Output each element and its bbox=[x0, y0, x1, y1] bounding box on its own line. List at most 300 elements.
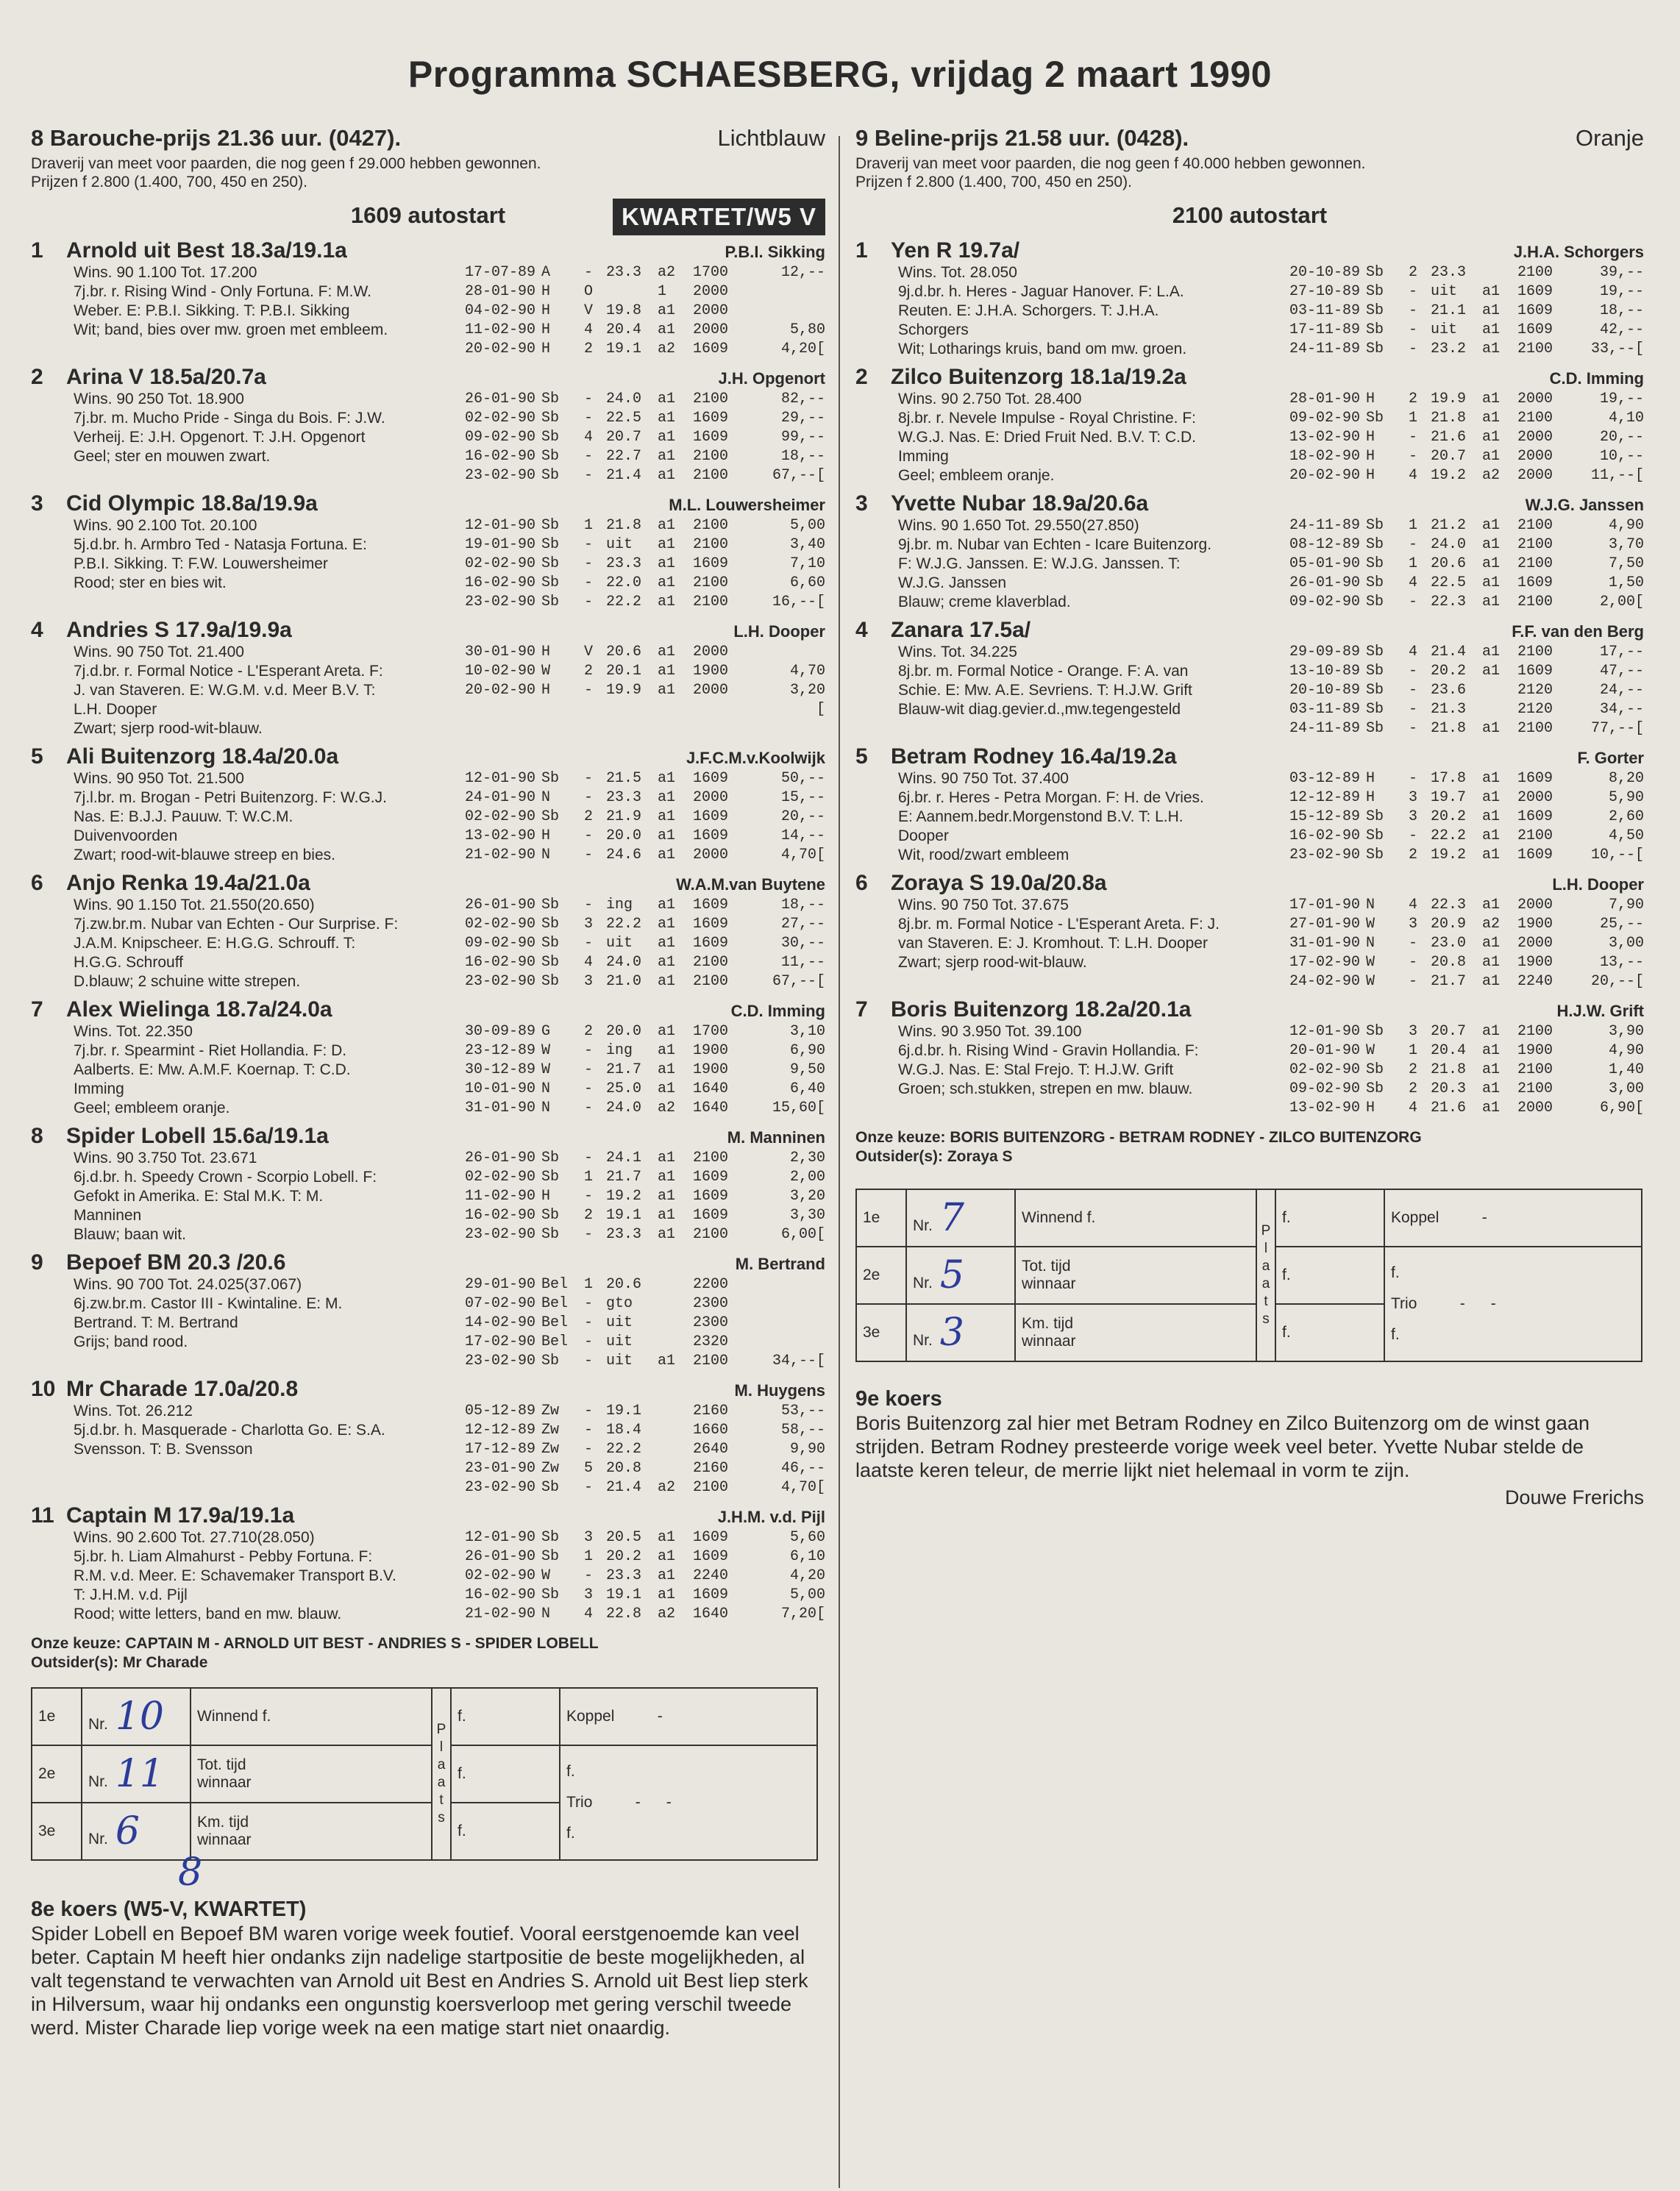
start-cell: 6,90[ bbox=[1599, 1100, 1644, 1116]
horse-info-line: Wins. 90 1.650 Tot. 29.550(27.850) bbox=[898, 517, 1139, 534]
horse-header bbox=[855, 997, 1644, 1022]
start-cell: 20,-- bbox=[1599, 429, 1644, 446]
choice-label: Onze keuze: bbox=[855, 1129, 946, 1146]
horse-info-line: 8j.br. r. Nevele Impulse - Royal Christine. F: bbox=[898, 410, 1196, 427]
start-cell: a1 bbox=[658, 536, 676, 553]
start-cell: a1 bbox=[658, 1586, 676, 1603]
race-distance bbox=[31, 199, 825, 232]
plaats-f-2: f. bbox=[451, 1745, 560, 1803]
start-cell: O bbox=[584, 283, 594, 300]
start-cell: - bbox=[1409, 448, 1418, 465]
start-cell: 4 bbox=[584, 429, 594, 446]
horse-info bbox=[855, 516, 1289, 612]
start-cell: - bbox=[1409, 682, 1418, 699]
start-cell: 19.2 bbox=[1431, 467, 1467, 484]
start-cell: 7,10 bbox=[789, 555, 825, 572]
start-cell: H bbox=[541, 341, 551, 357]
horse-info-line: F: W.J.G. Janssen. E: W.J.G. Janssen. T: bbox=[898, 555, 1181, 572]
start-cell: 2300 bbox=[693, 1295, 729, 1312]
start-cell: 20-01-90 bbox=[1289, 1042, 1361, 1059]
plaats-f-1: f. bbox=[1275, 1189, 1384, 1247]
start-cell: 19-01-90 bbox=[465, 536, 536, 553]
horse-info-line: 6j.d.br. h. Rising Wind - Gravin Hollandia. F: bbox=[898, 1042, 1199, 1059]
start-row bbox=[1289, 808, 1644, 827]
horse-info-line: Imming bbox=[898, 448, 949, 465]
start-row bbox=[1289, 769, 1644, 788]
horse-trainer: J.H. Opgenort bbox=[718, 369, 825, 388]
start-cell: W bbox=[1366, 1042, 1375, 1059]
start-cell: - bbox=[1409, 954, 1418, 971]
outsider-label: Outsider(s): bbox=[31, 1654, 119, 1671]
race-prizes: Prijzen f 2.800 (1.400, 700, 450 en 250). bbox=[855, 174, 1132, 190]
horse-trainer: H.J.W. Grift bbox=[1556, 1002, 1644, 1020]
horse-name: Bepoef BM 20.3 /20.6 bbox=[66, 1250, 286, 1275]
horse-name: Zanara 17.5a/ bbox=[891, 618, 1031, 642]
start-cell bbox=[658, 1294, 693, 1314]
start-cell: 2120 bbox=[1517, 701, 1553, 718]
horse-header bbox=[855, 618, 1644, 643]
start-cell: 29-09-89 bbox=[1289, 644, 1361, 660]
horse-info-line: Geel; embleem oranje. bbox=[74, 1100, 230, 1116]
start-cell: 2100 bbox=[1517, 827, 1553, 844]
start-cell: 23-02-90 bbox=[465, 1479, 536, 1496]
start-cell: 67,--[ bbox=[772, 973, 825, 990]
handwritten-number: 6 bbox=[115, 1809, 140, 1853]
start-cell: 22.3 bbox=[1431, 594, 1467, 610]
start-row bbox=[465, 466, 825, 485]
start-cell: 1609 bbox=[693, 410, 729, 427]
start-row bbox=[465, 409, 825, 428]
start-row bbox=[1289, 516, 1644, 535]
start-cell: 67,--[ bbox=[772, 467, 825, 484]
start-cell: 19,-- bbox=[1599, 283, 1644, 300]
horse-info-line: Wins. 90 2.100 Tot. 20.100 bbox=[74, 517, 257, 534]
start-row bbox=[465, 1168, 825, 1187]
start-cell: 24.1 bbox=[606, 1150, 642, 1166]
start-cell: gto bbox=[606, 1295, 633, 1312]
km-tijd-label: Km. tijd winnaar bbox=[191, 1803, 432, 1860]
start-cell: 11-02-90 bbox=[465, 1188, 536, 1205]
start-cell: 21.6 bbox=[1431, 429, 1467, 446]
horse-info-line: 9j.d.br. h. Heres - Jaguar Hanover. F: L.A. bbox=[898, 283, 1184, 300]
start-cell: Sb bbox=[541, 897, 560, 913]
start-cell: 20.3 bbox=[1431, 1080, 1467, 1097]
start-row bbox=[1289, 593, 1644, 612]
start-cell: a1 bbox=[658, 827, 676, 844]
start-cell: 2100 bbox=[693, 1353, 729, 1369]
start-cell: 23.2 bbox=[1431, 341, 1467, 357]
start-row bbox=[465, 321, 825, 340]
outsider-value: Mr Charade bbox=[122, 1654, 208, 1671]
start-cell: H bbox=[1366, 391, 1375, 407]
horse-starts bbox=[465, 1022, 825, 1118]
start-cell: Sb bbox=[541, 555, 560, 572]
start-cell: 4,20 bbox=[789, 1567, 825, 1584]
start-cell: Sb bbox=[541, 517, 560, 534]
start-cell: Sb bbox=[541, 429, 560, 446]
start-cell: 21.0 bbox=[606, 973, 642, 990]
start-cell: W bbox=[1366, 973, 1375, 990]
horse-info bbox=[31, 1275, 465, 1371]
start-cell: 21-02-90 bbox=[465, 1606, 536, 1622]
start-cell: a2 bbox=[658, 1606, 676, 1622]
horse-info bbox=[855, 390, 1289, 485]
start-row bbox=[1289, 662, 1644, 681]
start-cell: 1609 bbox=[1517, 770, 1553, 787]
start-cell: 46,-- bbox=[780, 1460, 825, 1477]
start-cell: 47,-- bbox=[1599, 663, 1644, 680]
start-cell: 19.9 bbox=[606, 682, 642, 699]
horse-name: Arnold uit Best 18.3a/19.1a bbox=[66, 238, 347, 263]
start-cell: 23.3 bbox=[606, 1226, 642, 1243]
horse-info-line: van Staveren. E: J. Kromhout. T: L.H. Dooper bbox=[898, 935, 1208, 952]
horse-info-line: 7j.br. r. Spearmint - Riet Hollandia. F: D. bbox=[74, 1042, 347, 1059]
start-cell: 4,90 bbox=[1608, 517, 1644, 534]
start-row bbox=[465, 1314, 825, 1333]
horse-name: Yvette Nubar 18.9a/20.6a bbox=[891, 491, 1149, 516]
start-cell: H bbox=[541, 682, 551, 699]
start-cell: 12,-- bbox=[780, 264, 825, 281]
result-box-wrap bbox=[31, 1687, 825, 1895]
start-cell: 1,40 bbox=[1608, 1061, 1644, 1078]
start-cell: 4,90 bbox=[1608, 1042, 1644, 1059]
start-cell: 02-02-90 bbox=[465, 1567, 536, 1584]
horse-name: Betram Rodney 16.4a/19.2a bbox=[891, 744, 1177, 769]
start-cell: 05-01-90 bbox=[1289, 555, 1361, 572]
horse-header bbox=[31, 618, 825, 643]
start-cell: a1 bbox=[1482, 847, 1501, 863]
start-cell: Sb bbox=[541, 574, 560, 591]
start-row bbox=[465, 1567, 825, 1586]
start-cell: 3,70 bbox=[1608, 536, 1644, 553]
start-cell: 20.2 bbox=[1431, 663, 1467, 680]
start-cell: 4,50 bbox=[1608, 827, 1644, 844]
handwritten-number: 7 bbox=[939, 1196, 964, 1240]
start-cell: 20.4 bbox=[606, 321, 642, 338]
start-cell: 18,-- bbox=[1599, 302, 1644, 319]
start-cell: 08-12-89 bbox=[1289, 536, 1361, 553]
start-cell: 10-02-90 bbox=[465, 663, 536, 680]
start-cell: a2 bbox=[1482, 467, 1501, 484]
start-cell: a1 bbox=[1482, 789, 1501, 806]
start-cell: Sb bbox=[541, 935, 560, 952]
start-cell: 3 bbox=[1409, 916, 1418, 933]
start-cell: W bbox=[541, 663, 551, 680]
start-cell: 20.2 bbox=[606, 1548, 642, 1565]
start-cell bbox=[465, 700, 541, 719]
start-cell: 2000 bbox=[1517, 448, 1553, 465]
start-cell: - bbox=[584, 1422, 594, 1439]
start-cell: 2 bbox=[584, 663, 594, 680]
start-cell: 17-07-89 bbox=[465, 264, 536, 281]
start-cell: Sb bbox=[1366, 536, 1384, 553]
start-cell: - bbox=[584, 594, 594, 610]
start-cell: - bbox=[584, 682, 594, 699]
start-cell: a1 bbox=[658, 410, 676, 427]
start-cell: 1 bbox=[584, 517, 594, 534]
start-row bbox=[465, 1586, 825, 1605]
start-cell: 2320 bbox=[693, 1333, 729, 1350]
plaats-label: P l a a t s bbox=[432, 1688, 451, 1860]
start-row bbox=[465, 681, 825, 700]
place-3-nr: Nr. 3 bbox=[906, 1304, 1015, 1361]
horse-trainer: W.J.G. Janssen bbox=[1525, 496, 1644, 514]
start-cell: a1 bbox=[658, 302, 676, 319]
horse-name: Andries S 17.9a/19.9a bbox=[66, 618, 292, 642]
start-cell: ing bbox=[606, 1042, 633, 1059]
start-cell: - bbox=[584, 536, 594, 553]
start-cell: H bbox=[541, 827, 551, 844]
start-cell: Sb bbox=[1366, 847, 1384, 863]
horse-name: Arina V 18.5a/20.7a bbox=[66, 365, 266, 389]
start-row bbox=[465, 953, 825, 972]
start-cell: - bbox=[1409, 283, 1418, 300]
horse-number: 4 bbox=[855, 618, 868, 642]
start-cell: 27-10-89 bbox=[1289, 283, 1361, 300]
race-color: Lichtblauw bbox=[717, 125, 825, 151]
start-cell: 30-12-89 bbox=[465, 1061, 536, 1078]
start-cell: 2100 bbox=[1517, 1061, 1553, 1078]
start-cell: 2240 bbox=[693, 1567, 729, 1584]
start-row bbox=[1289, 953, 1644, 972]
start-cell: 4 bbox=[1409, 467, 1418, 484]
start-cell: Sb bbox=[541, 1207, 560, 1224]
trio-cell: f. Trio - - f. bbox=[1384, 1247, 1642, 1361]
start-cell: a1 bbox=[1482, 770, 1501, 787]
start-cell: 8,20 bbox=[1608, 770, 1644, 787]
start-cell: a1 bbox=[658, 448, 676, 465]
race-8-column bbox=[31, 125, 825, 2039]
start-cell: - bbox=[1409, 973, 1418, 990]
start-cell: 22.2 bbox=[606, 916, 642, 933]
start-cell: 14,-- bbox=[780, 827, 825, 844]
start-cell bbox=[738, 1314, 825, 1333]
start-cell: 2100 bbox=[1517, 1023, 1553, 1040]
start-cell: 1609 bbox=[693, 827, 729, 844]
start-cell: Sb bbox=[1366, 720, 1384, 737]
race-header bbox=[855, 125, 1644, 152]
start-cell bbox=[693, 700, 738, 719]
start-cell: 2 bbox=[584, 1023, 594, 1040]
start-cell: a1 bbox=[658, 954, 676, 971]
start-cell: a1 bbox=[658, 770, 676, 787]
start-row bbox=[1289, 409, 1644, 428]
horse-info-line: 6j.br. r. Heres - Petra Morgan. F: H. de Vries. bbox=[898, 789, 1204, 806]
start-cell: 2100 bbox=[693, 1479, 729, 1496]
horse-header bbox=[855, 744, 1644, 769]
start-cell: 21.1 bbox=[1431, 302, 1467, 319]
start-cell: 2100 bbox=[1517, 341, 1553, 357]
horse-entry bbox=[855, 618, 1644, 738]
start-cell: Sb bbox=[541, 1226, 560, 1243]
start-cell: 5 bbox=[584, 1460, 594, 1477]
start-row bbox=[1289, 915, 1644, 934]
start-cell: 18-02-90 bbox=[1289, 448, 1361, 465]
start-cell: 2300 bbox=[693, 1314, 729, 1331]
start-cell: 23.3 bbox=[606, 264, 642, 281]
trio-cell: f. Trio - - f. bbox=[560, 1745, 817, 1860]
horse-header bbox=[855, 491, 1644, 516]
start-row bbox=[1289, 1099, 1644, 1118]
start-row bbox=[465, 302, 825, 321]
start-cell: Bel bbox=[541, 1276, 569, 1293]
start-cell: a1 bbox=[1482, 897, 1501, 913]
start-row bbox=[1289, 321, 1644, 340]
start-cell: H bbox=[1366, 429, 1375, 446]
start-cell: a1 bbox=[658, 1023, 676, 1040]
start-row bbox=[465, 1022, 825, 1041]
start-cell: 1609 bbox=[1517, 302, 1553, 319]
horse-info-line: Wins. 90 1.100 Tot. 17.200 bbox=[74, 264, 257, 281]
km-tijd-label: Km. tijd winnaar bbox=[1015, 1304, 1256, 1361]
start-cell: 4 bbox=[1409, 574, 1418, 591]
horse-body bbox=[31, 1022, 825, 1118]
start-row bbox=[465, 896, 825, 915]
race-color: Oranje bbox=[1575, 125, 1644, 151]
race-conditions: Draverij van meet voor paarden, die nog geen f 29.000 hebben gewonnen. bbox=[31, 155, 541, 172]
start-cell bbox=[541, 700, 584, 719]
start-cell: - bbox=[584, 391, 594, 407]
place-3-label: 3e bbox=[856, 1304, 906, 1361]
start-row bbox=[465, 1206, 825, 1225]
start-cell: 24.0 bbox=[1431, 536, 1467, 553]
horse-trainer: C.D. Imming bbox=[730, 1002, 825, 1020]
start-cell: a1 bbox=[1482, 517, 1501, 534]
start-cell: 2 bbox=[1409, 264, 1418, 281]
place-2-label: 2e bbox=[32, 1745, 82, 1803]
start-cell: 19.1 bbox=[606, 1207, 642, 1224]
distance-label: 1609 autostart bbox=[350, 202, 506, 228]
our-choice bbox=[855, 1128, 1644, 1166]
start-cell: V bbox=[584, 302, 594, 319]
start-cell: - bbox=[584, 1353, 594, 1369]
start-cell: - bbox=[584, 1150, 594, 1166]
start-cell: 1609 bbox=[693, 935, 729, 952]
start-cell: 58,-- bbox=[780, 1422, 825, 1439]
horse-entry bbox=[31, 1503, 825, 1624]
start-cell: - bbox=[584, 770, 594, 787]
choice-value: CAPTAIN M - ARNOLD UIT BEST - ANDRIES S - SPIDER LOBELL bbox=[125, 1635, 599, 1652]
start-cell: Sb bbox=[1366, 574, 1384, 591]
start-cell: 20.9 bbox=[1431, 916, 1467, 933]
place-1-nr: Nr. 10 bbox=[82, 1688, 191, 1745]
horse-header bbox=[31, 491, 825, 516]
start-cell: 1 bbox=[658, 283, 667, 300]
start-cell: 11,-- bbox=[780, 954, 825, 971]
horse-info-line: 8j.br. m. Formal Notice - Orange. F: A. van bbox=[898, 663, 1189, 680]
start-cell: a1 bbox=[1482, 448, 1501, 465]
start-cell: 2000 bbox=[1517, 429, 1553, 446]
start-cell: 02-02-90 bbox=[465, 555, 536, 572]
horse-starts bbox=[1289, 263, 1644, 359]
start-cell: Sb bbox=[1366, 341, 1384, 357]
horse-info-line: 7j.br. m. Mucho Pride - Singa du Bois. F: J.W. bbox=[74, 410, 385, 427]
start-cell: a1 bbox=[658, 1353, 676, 1369]
start-cell: 14-02-90 bbox=[465, 1314, 536, 1331]
start-row bbox=[465, 1099, 825, 1118]
start-cell: uit bbox=[606, 1314, 633, 1331]
horse-starts bbox=[1289, 516, 1644, 612]
choice-label: Onze keuze: bbox=[31, 1635, 121, 1652]
start-cell: 05-12-89 bbox=[465, 1403, 536, 1419]
start-cell: 2 bbox=[584, 341, 594, 357]
start-cell: 09-02-90 bbox=[465, 429, 536, 446]
start-row bbox=[1289, 681, 1644, 700]
start-cell: 20,--[ bbox=[1590, 973, 1644, 990]
start-cell: 1609 bbox=[693, 897, 729, 913]
start-cell: - bbox=[1409, 302, 1418, 319]
start-row bbox=[465, 1225, 825, 1244]
start-cell: 03-11-89 bbox=[1289, 701, 1361, 718]
start-cell: 19.9 bbox=[1431, 391, 1467, 407]
start-row bbox=[465, 662, 825, 681]
result-table bbox=[31, 1687, 818, 1861]
start-cell bbox=[658, 1333, 693, 1352]
start-row bbox=[1289, 719, 1644, 738]
start-cell: 20-02-90 bbox=[465, 341, 536, 357]
start-cell: 21.8 bbox=[1431, 1061, 1467, 1078]
start-cell: 2100 bbox=[693, 1226, 729, 1243]
start-cell: 21.7 bbox=[606, 1061, 642, 1078]
start-cell: 2240 bbox=[1517, 973, 1553, 990]
start-cell: 16-02-90 bbox=[465, 954, 536, 971]
start-row bbox=[465, 1275, 825, 1294]
horse-trainer: F. Gorter bbox=[1577, 749, 1644, 767]
horse-info-line: W.G.J. Nas. E: Stal Frejo. T: H.J.W. Grift bbox=[898, 1061, 1174, 1078]
start-cell: 2100 bbox=[1517, 517, 1553, 534]
start-cell: 1609 bbox=[1517, 321, 1553, 338]
start-cell: 34,--[ bbox=[772, 1353, 825, 1369]
start-cell: Bel bbox=[541, 1295, 569, 1312]
horse-starts bbox=[1289, 1022, 1644, 1118]
start-cell: 30-09-89 bbox=[465, 1023, 536, 1040]
start-row bbox=[465, 827, 825, 846]
start-cell: Sb bbox=[541, 770, 560, 787]
start-cell: 1609 bbox=[693, 429, 729, 446]
start-cell: Sb bbox=[1366, 1061, 1384, 1078]
start-cell: Sb bbox=[541, 1169, 560, 1186]
horse-name: Captain M 17.9a/19.1a bbox=[66, 1503, 295, 1528]
start-cell: a1 bbox=[658, 1080, 676, 1097]
horse-body bbox=[31, 1149, 825, 1244]
start-row bbox=[1289, 972, 1644, 991]
start-row bbox=[1289, 282, 1644, 302]
start-cell: 1609 bbox=[693, 916, 729, 933]
start-cell: 30-01-90 bbox=[465, 644, 536, 660]
start-cell: Sb bbox=[541, 916, 560, 933]
start-cell: 20.7 bbox=[1431, 448, 1467, 465]
start-cell: a1 bbox=[658, 808, 676, 825]
horse-info-line: 7j.br. r. Rising Wind - Only Fortuna. F: M.W. bbox=[74, 283, 371, 300]
start-cell: 16-02-90 bbox=[465, 1586, 536, 1603]
start-row bbox=[1289, 788, 1644, 808]
horse-number: 11 bbox=[31, 1503, 54, 1528]
start-cell: 11,--[ bbox=[1590, 467, 1644, 484]
start-cell: 2160 bbox=[693, 1460, 729, 1477]
start-cell: - bbox=[1409, 536, 1418, 553]
start-cell: 7,90 bbox=[1608, 897, 1644, 913]
start-cell: a2 bbox=[658, 1479, 676, 1496]
our-choice bbox=[31, 1634, 825, 1672]
start-row bbox=[1289, 846, 1644, 865]
start-cell: 2100 bbox=[693, 448, 729, 465]
start-cell: a1 bbox=[1482, 1023, 1501, 1040]
start-cell: 02-02-90 bbox=[1289, 1061, 1361, 1078]
winnend-label: Winnend f. bbox=[1015, 1189, 1256, 1247]
horse-info bbox=[31, 516, 465, 612]
start-cell: - bbox=[1409, 321, 1418, 338]
start-cell: - bbox=[1409, 341, 1418, 357]
